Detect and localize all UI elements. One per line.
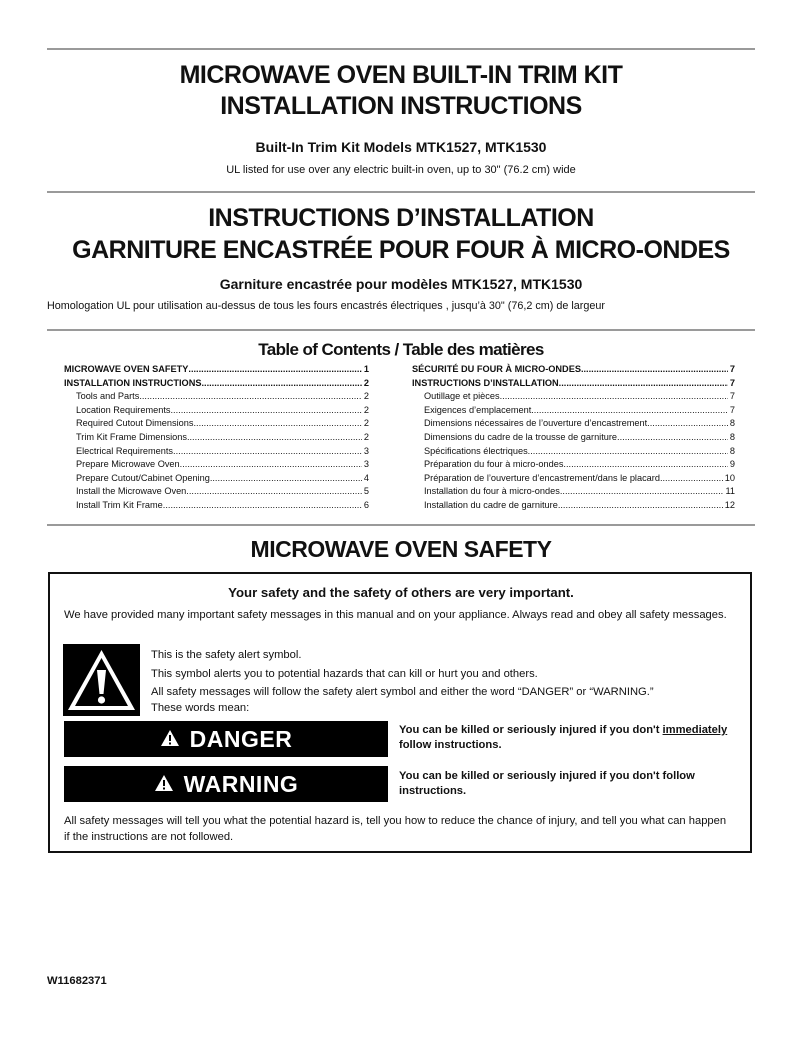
toc-entry-label: MICROWAVE OVEN SAFETY [64, 364, 189, 374]
toc-entry-label: Dimensions nécessaires de l’ouverture d’encastrement [424, 418, 648, 429]
safety-intro: We have provided many important safety messages in this manual and on your appliance. Always read and obey all safety messages. [64, 609, 727, 621]
toc-entry-label: INSTALLATION INSTRUCTIONS [64, 377, 202, 388]
toc-entry-page: 6 [363, 499, 369, 510]
title-en-line1: MICROWAVE OVEN BUILT-IN TRIM KIT [179, 61, 623, 89]
symbol-line-4: These words mean: [151, 702, 250, 714]
divider-rule [47, 329, 755, 331]
toc-entry-label: Trim Kit Frame Dimensions [76, 431, 187, 442]
alert-triangle-icon [160, 726, 180, 753]
warning-banner [64, 766, 388, 802]
toc-entry [412, 472, 735, 486]
toc-entry-page: 7 [729, 404, 735, 415]
toc-entry [64, 363, 369, 377]
danger-text-emphasis: immediately [662, 724, 728, 736]
toc-entry-label: Install Trim Kit Frame [76, 499, 163, 510]
toc-entry-label: Install the Microwave Oven [76, 486, 187, 497]
toc-entry-label: Installation du four à micro-ondes [424, 486, 560, 497]
toc-entry-label: Préparation de l’ouverture d’encastrement/dans le placard [424, 472, 660, 483]
toc-entry-label: Electrical Requirements [76, 445, 174, 456]
alert-triangle-icon [154, 771, 174, 798]
toc-leader-dots [558, 499, 723, 513]
warning-text-part1: You can be killed or seriously injured if you don't follow [399, 770, 695, 782]
danger-banner [64, 721, 388, 757]
toc-leader-dots [581, 363, 728, 377]
toc-entry-page: 2 [363, 377, 369, 388]
toc-entry [412, 417, 735, 431]
toc-entry-page: 5 [363, 486, 369, 497]
toc-leader-dots [528, 445, 728, 459]
symbol-line-2: This symbol alerts you to potential hazards that can kill or hurt you and others. [151, 668, 538, 680]
toc-leader-dots [201, 377, 361, 391]
toc-entry [412, 485, 735, 499]
toc-leader-dots [660, 472, 723, 486]
toc-entry [64, 390, 369, 404]
toc-entry-page: 3 [363, 459, 369, 470]
ul-listing-en: UL listed for use over any electric built-in oven, up to 30" (76.2 cm) wide [226, 164, 576, 176]
toc-leader-dots [560, 485, 724, 499]
toc-entry [412, 445, 735, 459]
toc-leader-dots [559, 377, 728, 391]
safety-section-title: MICROWAVE OVEN SAFETY [250, 536, 552, 562]
toc-entry-page: 9 [729, 459, 735, 470]
safety-alert-icon [63, 644, 140, 716]
toc-leader-dots [173, 445, 362, 459]
toc-entry-label: Dimensions du cadre de la trousse de garniture [424, 431, 618, 442]
toc-entry [64, 485, 369, 499]
toc-entry [64, 458, 369, 472]
toc-leader-dots [188, 363, 361, 377]
toc-entry-label: Prepare Cutout/Cabinet Opening [76, 472, 210, 483]
toc-entry [412, 377, 735, 391]
toc-entry [412, 390, 735, 404]
ul-listing-fr: Homologation UL pour utilisation au-dessus de tous les fours encastrés électriques , jusqu’à 30" (76,2 cm) de largeur [47, 300, 605, 312]
divider-rule [47, 524, 755, 526]
part-number: W11682371 [47, 975, 107, 987]
toc-entry [412, 458, 735, 472]
toc-entry [64, 431, 369, 445]
toc-leader-dots [187, 431, 362, 445]
toc-leader-dots [500, 390, 728, 404]
toc-entry-label: Spécifications électriques [424, 445, 528, 456]
toc-entry-page: 3 [363, 445, 369, 456]
toc-entry-label: SÉCURITÉ DU FOUR À MICRO-ONDES [412, 364, 581, 374]
toc-entry-page: 4 [363, 472, 369, 483]
toc-entry [64, 499, 369, 513]
models-en: Built-In Trim Kit Models MTK1527, MTK1530 [255, 139, 547, 155]
toc-entry [64, 417, 369, 431]
toc-entry-page: 8 [729, 431, 735, 442]
toc-leader-dots [186, 485, 362, 499]
toc-entry [64, 445, 369, 459]
toc-entry-page: 2 [363, 391, 369, 402]
toc-leader-dots [210, 472, 362, 486]
toc-entry-page: 10 [724, 472, 735, 483]
top-rule [47, 48, 755, 50]
toc-leader-dots [563, 458, 727, 472]
danger-description [399, 723, 749, 753]
toc-entry-page: 12 [724, 499, 735, 510]
toc-entry-label: Required Cutout Dimensions [76, 418, 194, 429]
symbol-line-3: All safety messages will follow the safety alert symbol and either the word “DANGER” or “WARNING.” [151, 686, 654, 698]
toc-entry-label: Préparation du four à micro-ondes [424, 459, 564, 470]
safety-box-heading: Your safety and the safety of others are very important. [228, 585, 574, 600]
divider-rule [47, 191, 755, 193]
toc-entry-label: Prepare Microwave Oven [76, 459, 180, 470]
danger-label: DANGER [189, 725, 293, 752]
toc-leader-dots [163, 499, 362, 513]
toc-entry [412, 363, 735, 377]
danger-text-part2: follow instructions. [399, 739, 502, 751]
title-fr-line1: INSTRUCTIONS D’INSTALLATION [208, 204, 594, 232]
toc-entry [64, 404, 369, 418]
toc-entry-label: Exigences d’emplacement [424, 404, 532, 415]
toc-column-english [64, 363, 369, 513]
toc-entry-page: 2 [363, 418, 369, 429]
toc-entry-label: INSTRUCTIONS D’INSTALLATION [412, 377, 559, 388]
toc-entry-page: 1 [363, 364, 369, 374]
toc-entry-page: 8 [729, 445, 735, 456]
toc-leader-dots [139, 390, 362, 404]
safety-footer: All safety messages will tell you what the potential hazard is, tell you how to reduce the chance of injury, and tell you what can happen if the instructions are not followed. [64, 815, 727, 843]
toc-leader-dots [617, 431, 728, 445]
toc-leader-dots [180, 458, 362, 472]
toc-column-french [412, 363, 735, 513]
toc-entry-page: 8 [729, 418, 735, 429]
toc-entry-label: Location Requirements [76, 404, 171, 415]
toc-entry-label: Tools and Parts [76, 391, 140, 402]
toc-entry-page: 7 [729, 377, 735, 388]
warning-text-part2: instructions. [399, 785, 467, 797]
toc-leader-dots [193, 417, 361, 431]
toc-leader-dots [647, 417, 728, 431]
toc-entry [64, 377, 369, 391]
toc-leader-dots [531, 404, 728, 418]
toc-entry [412, 499, 735, 513]
toc-entry [412, 431, 735, 445]
danger-text-part1: You can be killed or seriously injured if you don't [399, 724, 663, 736]
toc-entry-page: 7 [729, 364, 735, 374]
title-fr-line2: GARNITURE ENCASTRÉE POUR FOUR À MICRO-ONDES [72, 236, 730, 264]
toc-entry-page: 7 [729, 391, 735, 402]
toc-entry-label: Outillage et pièces [424, 391, 500, 402]
title-en-line2: INSTALLATION INSTRUCTIONS [220, 92, 582, 120]
warning-label: WARNING [183, 770, 299, 797]
warning-description [399, 769, 749, 799]
symbol-line-1: This is the safety alert symbol. [151, 649, 302, 661]
toc-entry [412, 404, 735, 418]
toc-leader-dots [170, 404, 361, 418]
toc-entry [64, 472, 369, 486]
toc-entry-page: 2 [363, 431, 369, 442]
toc-entry-label: Installation du cadre de garniture [424, 499, 558, 510]
models-fr: Garniture encastrée pour modèles MTK1527, MTK1530 [219, 276, 583, 292]
toc-title: Table of Contents / Table des matières [258, 340, 544, 359]
toc-entry-page: 11 [725, 486, 735, 497]
toc-entry-page: 2 [363, 404, 369, 415]
